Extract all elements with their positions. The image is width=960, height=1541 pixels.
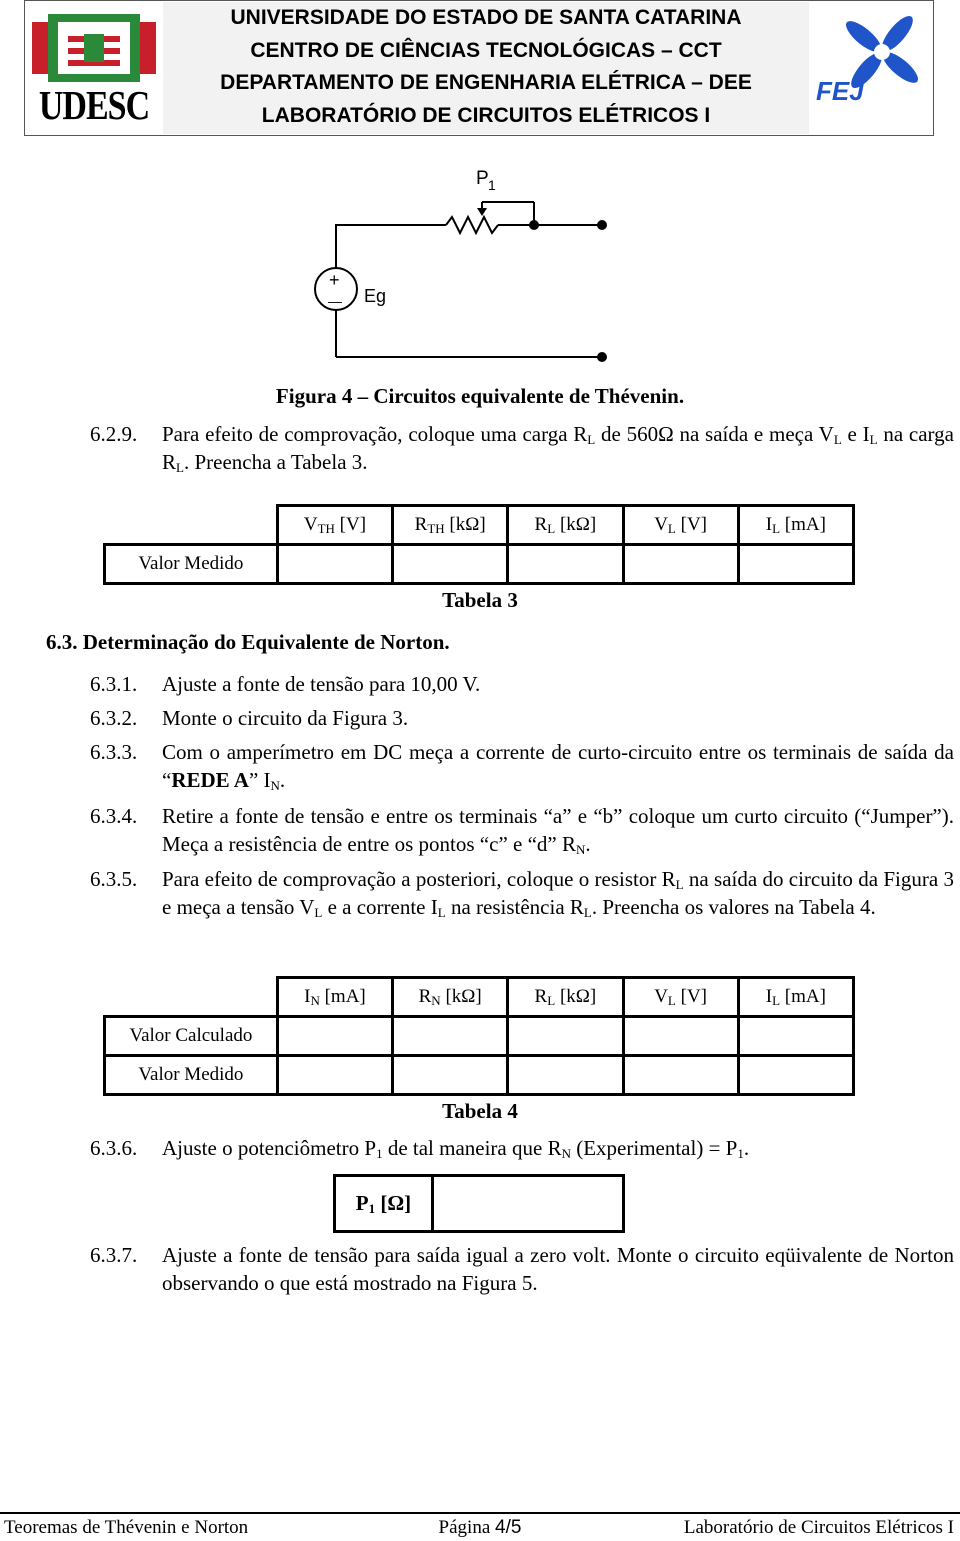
wiper-arrow xyxy=(477,208,487,216)
footer-page-label: Página xyxy=(438,1517,496,1538)
table-4-header-vl: $V_L$ [V] xyxy=(623,978,738,1017)
table-4-cell[interactable] xyxy=(277,1017,392,1056)
node-dot xyxy=(529,220,539,230)
table-4-cell[interactable] xyxy=(738,1017,853,1056)
p1-table-value-cell[interactable] xyxy=(433,1176,624,1232)
table-4-header-in: $I_N$ [mA] xyxy=(277,978,392,1017)
item-635-number: 6.3.5. xyxy=(90,867,138,891)
source-plus-sign: + xyxy=(329,270,340,290)
table-4-cell[interactable] xyxy=(393,1056,508,1095)
footer-rule xyxy=(0,1512,960,1514)
source-label: Eg xyxy=(364,286,387,306)
header-line-center: CENTRO DE CIÊNCIAS TECNOLÓGICAS – CCT xyxy=(250,38,722,62)
table-3-header-vth: $V_{TH}$ [V] xyxy=(277,506,392,545)
footer-right: Laboratório de Circuitos Elétricos I xyxy=(683,1517,954,1538)
thevenin-circuit-diagram xyxy=(286,158,676,374)
p1-label-sub: 1 xyxy=(488,177,496,193)
table-4 xyxy=(103,976,855,1096)
figure4-caption: Figura 4 – Circuitos equivalente de Thévenin. xyxy=(275,384,685,408)
header-line-department: DEPARTAMENTO DE ENGENHARIA ELÉTRICA – DEE xyxy=(220,71,752,94)
thevenin-circuit-figure xyxy=(286,158,676,374)
item-636-text: Ajuste o potenciômetro $P_1$ de tal maneira que $R_N$ (Experimental) = $P_1$. xyxy=(162,1136,750,1161)
section-63-title: 6.3. Determinação do Equivalente de Norton. xyxy=(46,630,450,654)
table-3-caption: Tabela 3 xyxy=(442,588,518,612)
item-637-number: 6.3.7. xyxy=(90,1243,138,1267)
source-minus-sign: — xyxy=(328,293,342,309)
table-3 xyxy=(103,504,855,585)
udesc-logo-text: UDESC xyxy=(38,84,150,129)
table-4-cell[interactable] xyxy=(623,1017,738,1056)
item-632-text: Monte o circuito da Figura 3. xyxy=(162,706,409,730)
table-4-row-label-calculated: Valor Calculado xyxy=(105,1017,278,1056)
fej-logo xyxy=(814,4,930,132)
table-4-header-rn: $R_N$ [kΩ] xyxy=(393,978,508,1017)
item-629-number: 6.2.9. xyxy=(90,422,138,446)
table-4-header-il: $I_L$ [mA] xyxy=(738,978,853,1017)
table-3-row-label: Valor Medido xyxy=(105,545,278,584)
table-4-cell[interactable] xyxy=(393,1017,508,1056)
table-3-corner xyxy=(105,506,278,545)
table-4-corner xyxy=(105,978,278,1017)
table-3-header-il: $I_L$ [mA] xyxy=(738,506,853,545)
item-637-text: Ajuste a fonte de tensão para saída igual a zero volt. Monte o circuito eqüivalente de Norton observando o que está mostrado na Figura 5. xyxy=(162,1243,954,1295)
item-631-number: 6.3.1. xyxy=(90,672,138,696)
table-4-cell[interactable] xyxy=(623,1056,738,1095)
terminal-dot-bottom xyxy=(597,352,607,362)
p1-table xyxy=(333,1174,625,1233)
table-3-header-rth: $R_{TH}$ [kΩ] xyxy=(393,506,508,545)
footer-page-number: 4/5 xyxy=(495,1517,522,1538)
fej-logo-text: FEJ xyxy=(816,76,864,106)
table-3-header-vl: $V_L$ [V] xyxy=(623,506,738,545)
terminal-dot-top xyxy=(597,220,607,230)
item-633-text: Com o amperímetro em DC meça a corrente de curto-circuito entre os terminais de saída da “REDE A” $I_N$. xyxy=(162,740,954,793)
table-4-cell[interactable] xyxy=(277,1056,392,1095)
table-3-header-rl: $R_L$ [kΩ] xyxy=(508,506,623,545)
p1-table-label: $P_1$ [Ω] xyxy=(335,1176,433,1232)
table-4-cell[interactable] xyxy=(508,1017,623,1056)
footer-left: Teoremas de Thévenin e Norton xyxy=(4,1517,249,1538)
table-3-cell[interactable] xyxy=(623,545,738,584)
p1-label: P xyxy=(476,168,489,189)
table-3-cell[interactable] xyxy=(508,545,623,584)
item-629-text: Para efeito de comprovação, coloque uma carga $R_L$ de 560Ω na saída e meça $V_L$ e $I_L$ na carga $R_L$. Preencha a Tabela 3. xyxy=(162,422,954,475)
item-635-text: Para efeito de comprovação a posteriori, coloque o resistor $R_L$ na saída do circuito da Figura 3 e meça a tensão $V_L$ e a corrente $I_L$ na resistência $R_L$. Preencha os valores na Tabela 4. xyxy=(162,867,954,920)
item-632-number: 6.3.2. xyxy=(90,706,138,730)
table-4-caption: Tabela 4 xyxy=(442,1099,518,1123)
table-3-cell[interactable] xyxy=(738,545,853,584)
item-631-text: Ajuste a fonte de tensão para 10,00 V. xyxy=(162,672,481,696)
header-line-university: UNIVERSIDADE DO ESTADO DE SANTA CATARINA xyxy=(230,6,742,29)
udesc-logo xyxy=(28,4,160,132)
item-636-number: 6.3.6. xyxy=(90,1136,138,1160)
fej-logo-graphic xyxy=(814,4,930,132)
header-line-laboratory: LABORATÓRIO DE CIRCUITOS ELÉTRICOS I xyxy=(261,103,711,127)
table-4-cell[interactable] xyxy=(738,1056,853,1095)
table-3-cell[interactable] xyxy=(277,545,392,584)
item-633-number: 6.3.3. xyxy=(90,740,138,764)
header-title-block xyxy=(163,2,809,134)
item-634-number: 6.3.4. xyxy=(90,804,138,828)
table-4-row-label-measured: Valor Medido xyxy=(105,1056,278,1095)
table-3-cell[interactable] xyxy=(393,545,508,584)
table-4-header-rl: $R_L$ [kΩ] xyxy=(508,978,623,1017)
item-634-text: Retire a fonte de tensão e entre os terminais “a” e “b” coloque um curto circuito (“Jumper”). Meça a resistência de entre os pontos “c” e “d” $R_N$. xyxy=(162,804,954,857)
table-4-cell[interactable] xyxy=(508,1056,623,1095)
